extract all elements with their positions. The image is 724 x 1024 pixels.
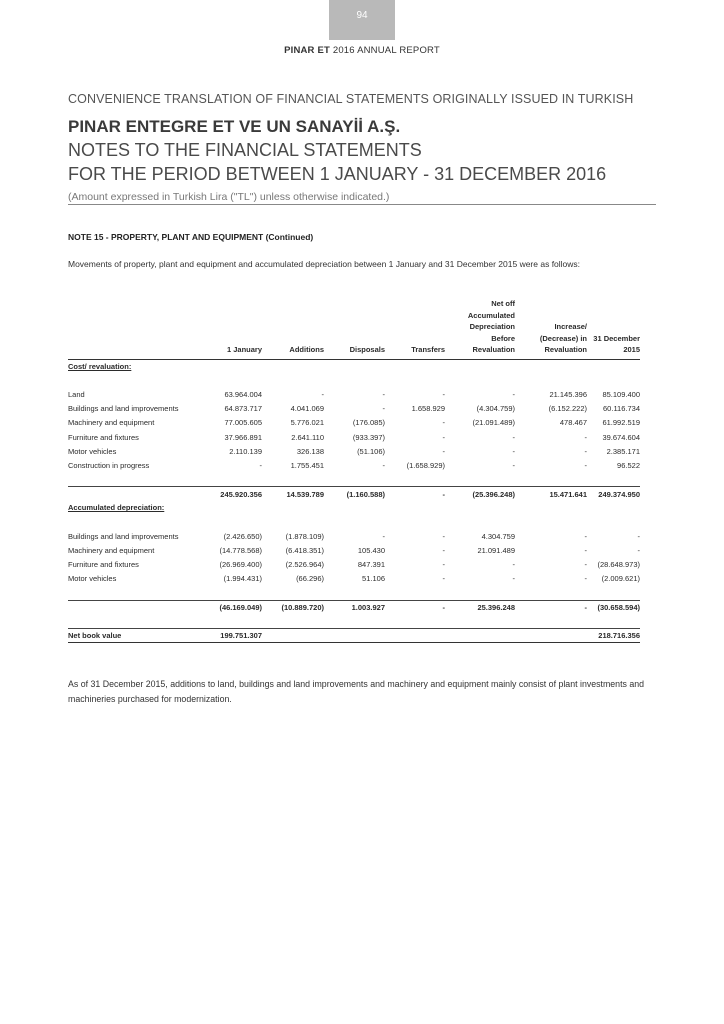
column-header: [445, 298, 515, 359]
row-value: 51.106: [362, 574, 385, 584]
total-value: 25.396.248: [445, 600, 515, 614]
row-value: 105.430: [357, 546, 385, 556]
row-value: -: [442, 560, 445, 570]
row-value: (21.091.489): [472, 418, 515, 428]
row-value: -: [442, 389, 445, 399]
row-value: -: [584, 460, 587, 470]
column-header-line: (Decrease) in: [539, 333, 587, 343]
closing-paragraph: As of 31 December 2015, additions to land, buildings and land improvements and machinery and equipment mainly consist of plant investments and machineries purchased for modernization.: [68, 679, 645, 704]
note-heading: NOTE 15 - PROPERTY, PLANT AND EQUIPMENT (Continued): [68, 232, 314, 242]
row-value: 77.005.605: [224, 418, 262, 428]
row-label: Motor vehicles: [68, 574, 117, 584]
total-value: (25.396.248): [445, 487, 515, 501]
page-number: 94: [356, 10, 368, 21]
net-book-value-row: [68, 629, 640, 643]
row-value: -: [382, 460, 385, 470]
row-label: Buildings and land improvements: [68, 531, 179, 541]
column-header-line: Revaluation: [544, 345, 587, 354]
row-gap: [68, 515, 640, 529]
row-label: Motor vehicles: [68, 446, 117, 456]
header-label-spacer: [68, 298, 196, 359]
row-label: Furniture and fixtures: [68, 432, 139, 442]
total-value: (46.169.049): [196, 600, 262, 614]
net-book-value: [385, 629, 445, 643]
row-value: -: [382, 531, 385, 541]
page-number-tab: [329, 0, 395, 40]
row-value: 847.391: [357, 560, 385, 570]
cost-total-row: [68, 487, 640, 501]
net-book-value: [262, 629, 324, 643]
row-value: 2.641.110: [291, 432, 324, 442]
row-value: -: [637, 546, 640, 556]
total-value: 15.471.641: [515, 487, 587, 501]
row-value: (26.969.400): [219, 560, 262, 570]
row-value: (1.658.929): [406, 460, 445, 470]
column-header-line: Before: [491, 333, 515, 343]
table-row: [68, 572, 640, 586]
row-spacer: [68, 614, 640, 628]
row-value: 4.304.759: [481, 531, 515, 541]
table-row: [68, 529, 640, 543]
column-header-line: 1 January: [226, 345, 262, 354]
row-value: -: [512, 432, 515, 442]
table-row: [68, 430, 640, 444]
column-header-line: Additions: [289, 345, 324, 354]
net-book-value: 199.751.307: [196, 629, 262, 643]
row-value: -: [512, 389, 515, 399]
total-value: (1.160.588): [324, 487, 385, 501]
row-value: 1.755.451: [290, 460, 324, 470]
row-value: -: [584, 574, 587, 584]
row-label: Construction in progress: [68, 460, 150, 470]
row-value: 2.385.171: [606, 446, 640, 456]
intro-paragraph: Movements of property, plant and equipment and accumulated depreciation between 1 January and 31 December 2015 were as follows:: [68, 259, 581, 269]
table-row: [68, 558, 640, 572]
notes-title: NOTES TO THE FINANCIAL STATEMENTS: [68, 140, 422, 160]
total-value: 1.003.927: [324, 600, 385, 614]
ppe-movements-table: [68, 298, 640, 643]
running-header-brand: PINAR ET: [284, 45, 330, 56]
column-header-line: Transfers: [411, 345, 445, 354]
total-label: [68, 600, 196, 614]
row-value: 21.145.396: [549, 389, 587, 399]
row-value: -: [321, 389, 324, 399]
cost-section-title-label: Cost/ revaluation:: [68, 361, 132, 371]
gap-cell: [68, 373, 640, 387]
row-value: -: [637, 531, 640, 541]
row-value: (51.106): [357, 446, 385, 456]
row-value: 4.041.069: [290, 404, 324, 414]
row-value: 21.091.489: [477, 546, 515, 556]
net-book-value: [324, 629, 385, 643]
net-book-value: [515, 629, 587, 643]
total-value: 249.374.950: [587, 487, 640, 501]
table-row: [68, 402, 640, 416]
period-title: FOR THE PERIOD BETWEEN 1 JANUARY - 31 DECEMBER 2016: [68, 164, 607, 184]
gap-cell: [68, 586, 640, 600]
row-value: (933.397): [352, 432, 385, 442]
row-value: (2.009.621): [601, 574, 640, 584]
amount-note: (Amount expressed in Turkish Lira ("TL") unless otherwise indicated.): [68, 191, 390, 203]
table-header-row: [68, 298, 640, 359]
gap-cell: [68, 515, 640, 529]
row-value: -: [584, 560, 587, 570]
row-gap: [68, 586, 640, 600]
row-value: 61.992.519: [602, 418, 640, 428]
row-value: (14.778.568): [219, 546, 262, 556]
total-label: [68, 487, 196, 501]
row-value: -: [382, 404, 385, 414]
row-value: 1.658.929: [411, 404, 445, 414]
row-value: -: [442, 418, 445, 428]
row-value: -: [584, 546, 587, 556]
cost-section-title: [68, 359, 640, 373]
company-name: PINAR ENTEGRE ET VE UN SANAYİİ A.Ş.: [68, 117, 401, 136]
row-value: (2.426.650): [223, 531, 262, 541]
spacer-cell: [68, 614, 640, 628]
row-label: Machinery and equipment: [68, 418, 155, 428]
row-value: 64.873.717: [224, 404, 262, 414]
running-header-text: 2016 ANNUAL REPORT: [330, 45, 440, 56]
row-value: (176.085): [352, 418, 385, 428]
row-value: -: [512, 560, 515, 570]
row-value: 37.966.891: [224, 432, 262, 442]
column-header-line: Accumulated: [467, 310, 515, 320]
total-value: -: [385, 600, 445, 614]
row-value: (6.418.351): [285, 546, 324, 556]
total-value: -: [385, 487, 445, 501]
title-divider: [68, 204, 656, 205]
total-value: (30.658.594): [587, 600, 640, 614]
row-value: -: [584, 531, 587, 541]
total-value: (10.889.720): [262, 600, 324, 614]
row-label: Land: [68, 389, 85, 399]
net-book-value: 218.716.356: [587, 629, 640, 643]
table-row: [68, 387, 640, 401]
table-row: [68, 543, 640, 557]
row-value: -: [442, 432, 445, 442]
row-value: -: [442, 531, 445, 541]
row-value: -: [442, 446, 445, 456]
depreciation-section-title: [68, 501, 640, 515]
row-value: (2.526.964): [285, 560, 324, 570]
table-row: [68, 416, 640, 430]
row-value: 85.109.400: [602, 389, 640, 399]
row-value: 39.674.604: [602, 432, 640, 442]
table-row: [68, 444, 640, 458]
depreciation-section-title-label: Accumulated depreciation:: [68, 503, 165, 513]
column-header: [196, 298, 262, 359]
row-gap: [68, 373, 640, 387]
column-header-line: Revaluation: [472, 345, 515, 354]
row-gap: [68, 473, 640, 487]
running-header: [0, 45, 724, 56]
table-row: [68, 458, 640, 472]
row-value: 60.116.734: [603, 404, 640, 414]
row-value: (6.152.222): [548, 404, 587, 414]
column-header-line: Increase/: [554, 322, 587, 331]
row-value: -: [512, 460, 515, 470]
total-value: -: [515, 600, 587, 614]
row-value: (4.304.759): [476, 404, 515, 414]
row-value: 2.110.139: [229, 446, 262, 456]
row-label: Machinery and equipment: [68, 546, 155, 556]
net-book-value-label: Net book value: [68, 629, 196, 643]
depreciation-total-row: [68, 600, 640, 614]
row-value: (66.296): [296, 574, 324, 584]
row-value: -: [259, 460, 262, 470]
row-value: 5.776.021: [290, 418, 324, 428]
column-header-line: Disposals: [349, 345, 385, 354]
column-header-line: 2015: [623, 345, 640, 354]
total-value: 245.920.356: [196, 487, 262, 501]
row-value: (1.878.109): [285, 531, 324, 541]
row-value: (28.648.973): [597, 560, 640, 570]
column-header: [324, 298, 385, 359]
row-value: -: [512, 574, 515, 584]
row-label: Furniture and fixtures: [68, 560, 139, 570]
column-header: [515, 298, 587, 359]
row-value: -: [584, 446, 587, 456]
row-value: 326.138: [296, 446, 324, 456]
row-value: 96.522: [617, 460, 640, 470]
row-value: 478.467: [559, 418, 587, 428]
row-value: (1.994.431): [223, 574, 262, 584]
column-header: [385, 298, 445, 359]
column-header: [262, 298, 324, 359]
column-header-line: 31 December: [593, 333, 640, 343]
total-value: 14.539.789: [262, 487, 324, 501]
row-label: Buildings and land improvements: [68, 404, 179, 414]
gap-cell: [68, 473, 640, 487]
row-value: -: [442, 546, 445, 556]
row-value: 63.964.004: [224, 389, 262, 399]
row-value: -: [584, 432, 587, 442]
row-value: -: [382, 389, 385, 399]
column-header-line: Depreciation: [469, 322, 515, 331]
row-value: -: [442, 574, 445, 584]
convenience-translation-note: CONVENIENCE TRANSLATION OF FINANCIAL STATEMENTS ORIGINALLY ISSUED IN TURKISH: [68, 92, 634, 106]
column-header: [587, 298, 640, 359]
net-book-value: [445, 629, 515, 643]
row-value: -: [512, 446, 515, 456]
column-header-line: Net off: [491, 299, 515, 308]
